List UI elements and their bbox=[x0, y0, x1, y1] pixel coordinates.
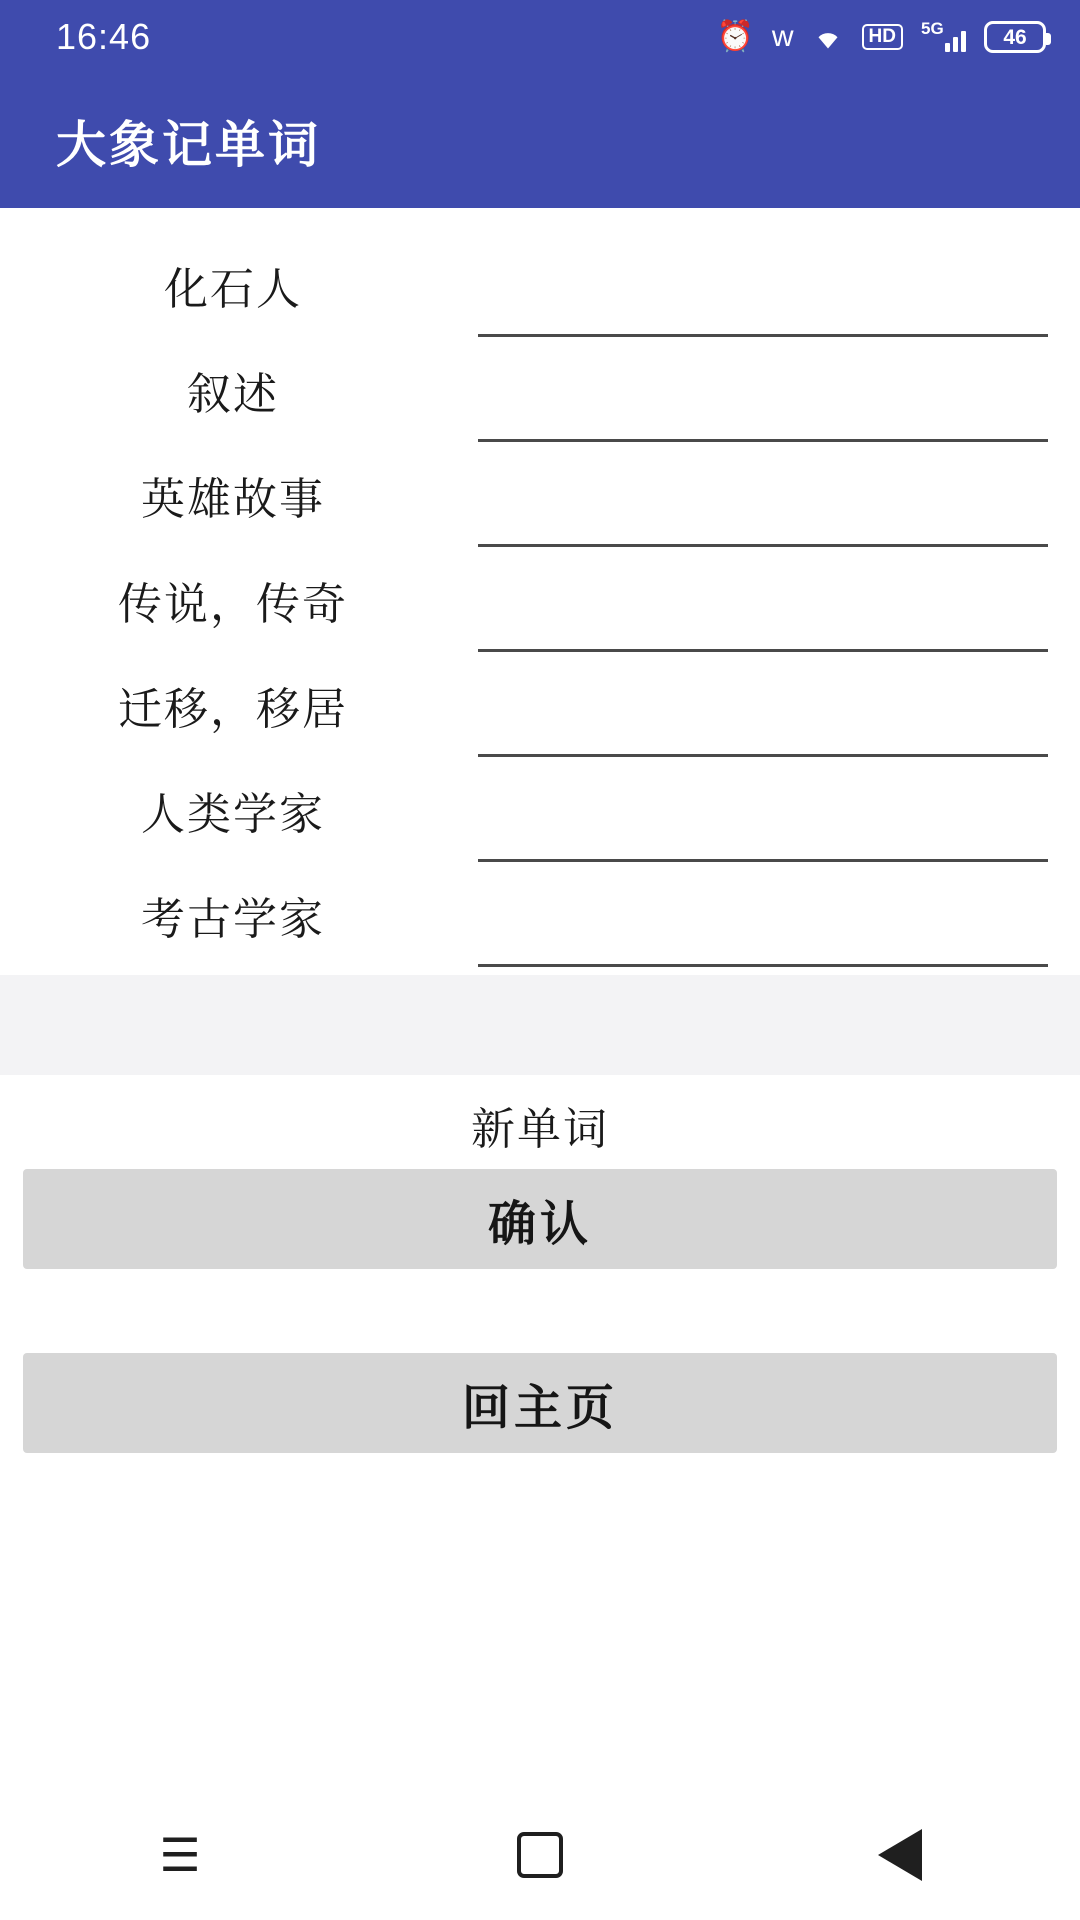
word-label: 叙述 bbox=[187, 369, 279, 419]
word-label: 化石人 bbox=[164, 264, 302, 314]
wifi-icon bbox=[812, 24, 844, 50]
content-filler bbox=[0, 1453, 1080, 1790]
word-answer-input[interactable] bbox=[478, 685, 1048, 757]
alarm-icon: ⏰ bbox=[716, 20, 754, 53]
word-row bbox=[8, 547, 1072, 652]
app-title: 大象记单词 bbox=[56, 117, 321, 173]
recent-apps-icon: ☰ bbox=[159, 1829, 201, 1881]
word-label: 传说，传奇 bbox=[118, 579, 348, 629]
battery-icon bbox=[984, 21, 1046, 53]
list-spacer bbox=[0, 975, 1080, 1075]
signal-icon bbox=[921, 19, 966, 52]
word-answer-input[interactable] bbox=[478, 895, 1048, 967]
word-row bbox=[8, 232, 1072, 337]
back-to-home-button[interactable]: 回主页 bbox=[23, 1353, 1057, 1453]
word-answer-input[interactable] bbox=[478, 475, 1048, 547]
new-word-caption: 新单词 bbox=[471, 1105, 609, 1154]
word-answer-input[interactable] bbox=[478, 370, 1048, 442]
home-button[interactable] bbox=[465, 1810, 615, 1900]
signal-bars bbox=[945, 31, 966, 52]
status-bar bbox=[0, 0, 1080, 74]
word-answer-input[interactable] bbox=[478, 790, 1048, 862]
word-answer-input[interactable] bbox=[478, 580, 1048, 652]
app-bar bbox=[0, 74, 1080, 208]
word-row bbox=[8, 757, 1072, 862]
home-icon bbox=[517, 1832, 563, 1878]
word-answer-input[interactable] bbox=[478, 265, 1048, 337]
word-row bbox=[8, 337, 1072, 442]
network-type-label: 5G bbox=[921, 19, 944, 38]
word-label: 人类学家 bbox=[141, 789, 325, 839]
word-row bbox=[8, 862, 1072, 967]
back-icon bbox=[878, 1829, 922, 1881]
recent-apps-button[interactable] bbox=[105, 1810, 255, 1900]
word-row bbox=[8, 652, 1072, 757]
word-label: 英雄故事 bbox=[141, 474, 325, 524]
word-label: 考古学家 bbox=[141, 894, 325, 944]
status-icons bbox=[717, 21, 1046, 53]
word-list bbox=[8, 216, 1072, 975]
new-word-section bbox=[0, 1075, 1080, 1453]
word-label: 迁移，移居 bbox=[118, 684, 348, 734]
word-row bbox=[8, 442, 1072, 547]
status-time: 16:46 bbox=[56, 16, 152, 57]
battery-level: 46 bbox=[1003, 25, 1027, 49]
bluetooth-icon: w bbox=[771, 20, 794, 53]
android-nav-bar bbox=[0, 1790, 1080, 1920]
back-button[interactable] bbox=[825, 1810, 975, 1900]
hd-icon: HD bbox=[862, 24, 903, 50]
confirm-button[interactable]: 确认 bbox=[23, 1169, 1057, 1269]
